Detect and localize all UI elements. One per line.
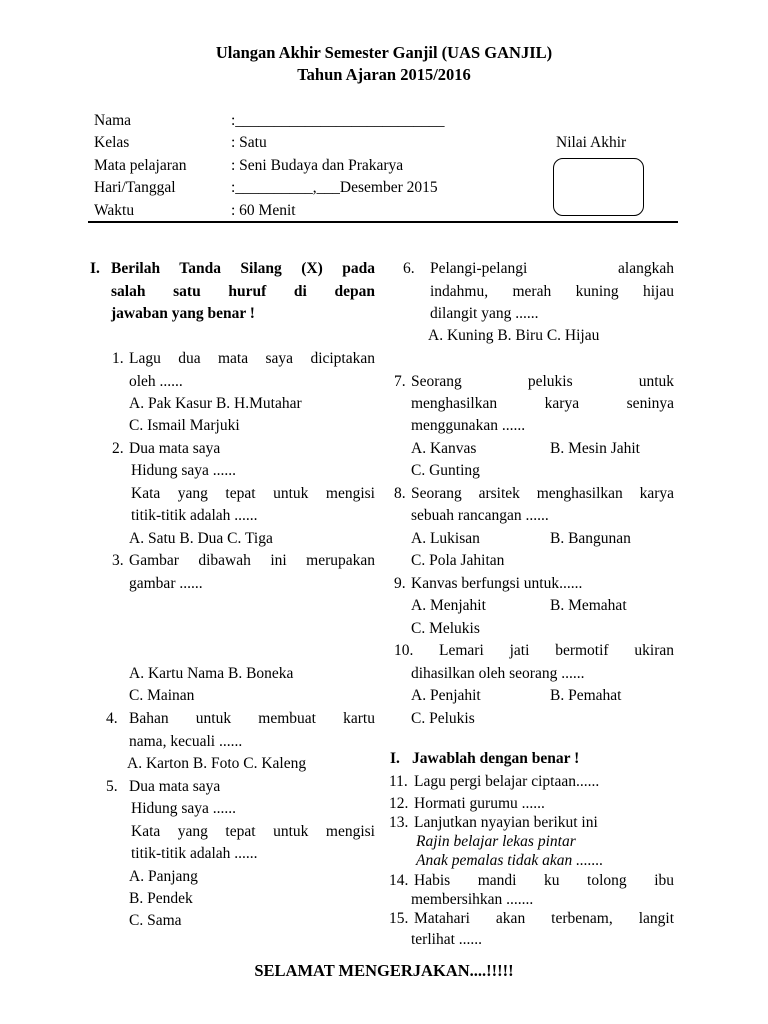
section1-instruction-line1: Berilah Tanda Silang (X) pada — [111, 260, 375, 277]
q1-options-ab[interactable]: A. Pak Kasur B. H.Mutahar — [129, 395, 302, 412]
q5-option-c[interactable]: C. Sama — [129, 912, 182, 929]
section1-instruction-line3: jawaban yang benar ! — [111, 305, 255, 322]
q7-text-line1: Seorang pelukis untuk — [411, 373, 674, 390]
q7-text-line3: menggunakan ...... — [411, 417, 526, 434]
q6-text-line3: dilangit yang ...... — [430, 305, 539, 322]
q3-option-c[interactable]: C. Mainan — [129, 687, 195, 704]
q9-option-c[interactable]: C. Melukis — [411, 620, 480, 637]
q10-option-b[interactable]: B. Pemahat — [550, 687, 622, 704]
q13-text: Lanjutkan nyayian berikut ini — [414, 814, 598, 831]
q4-text-line1: Bahan untuk membuat kartu — [129, 710, 375, 727]
q1-option-c[interactable]: C. Ismail Marjuki — [129, 417, 240, 434]
q8-option-a[interactable]: A. Lukisan — [411, 530, 480, 547]
q6-text-line1: Pelangi-pelangi alangkah — [430, 260, 674, 277]
q5-text-line4: titik-titik adalah ...... — [131, 845, 258, 862]
q13-lyric-line1: Rajin belajar lekas pintar — [416, 833, 576, 850]
q1-text-line2: oleh ...... — [129, 373, 183, 390]
field-value-nama: :___________________________ — [231, 112, 445, 129]
field-label-nama: Nama — [94, 112, 132, 129]
field-value-waktu: : 60 Menit — [231, 202, 296, 219]
q4-text-line2: nama, kecuali ...... — [129, 733, 243, 750]
q11-text: Lagu pergi belajar ciptaan...... — [414, 773, 600, 790]
field-label-kelas: Kelas — [94, 134, 130, 151]
q8-option-c[interactable]: C. Pola Jahitan — [411, 552, 505, 569]
q5-option-a[interactable]: A. Panjang — [129, 868, 198, 885]
q6-number: 6. — [403, 260, 415, 277]
q7-option-c[interactable]: C. Gunting — [411, 462, 480, 479]
q6-text-line2: indahmu, merah kuning hijau — [430, 283, 674, 300]
q5-number: 5. — [106, 778, 118, 795]
q10-option-a[interactable]: A. Penjahit — [411, 687, 481, 704]
q15-text-line1: Matahari akan terbenam, langit — [414, 910, 674, 927]
q2-text-line1: Dua mata saya — [129, 440, 221, 457]
q14-number: 14. — [389, 872, 409, 889]
q9-number: 9. — [394, 575, 406, 592]
q4-number: 4. — [106, 710, 118, 727]
q12-text: Hormati gurumu ...... — [414, 795, 545, 812]
q7-option-b[interactable]: B. Mesin Jahit — [550, 440, 640, 457]
score-label: Nilai Akhir — [556, 134, 627, 151]
section2-title: Jawablah dengan benar ! — [412, 750, 580, 767]
q11-number: 11. — [389, 773, 408, 790]
q9-text-line1: Kanvas berfungsi untuk...... — [411, 575, 583, 592]
q14-text-line2: membersihkan ....... — [411, 891, 534, 908]
q15-text-line2: terlihat ...... — [411, 931, 483, 948]
field-label-mapel: Mata pelajaran — [94, 157, 187, 174]
q8-text-line2: sebuah rancangan ...... — [411, 507, 549, 524]
q2-number: 2. — [112, 440, 124, 457]
q13-lyric-line2: Anak pemalas tidak akan ....... — [416, 852, 604, 869]
closing-message: SELAMAT MENGERJAKAN....!!!!! — [254, 961, 514, 980]
q10-option-c[interactable]: C. Pelukis — [411, 710, 475, 727]
q2-text-line3: Kata yang tepat untuk mengisi — [131, 485, 375, 502]
q1-text-line1: Lagu dua mata saya diciptakan — [129, 350, 375, 367]
q10-text-line1: Lemari jati bermotif ukiran — [439, 642, 674, 659]
q3-text-line1: Gambar dibawah ini merupakan — [129, 552, 375, 569]
field-label-waktu: Waktu — [94, 202, 135, 219]
q5-text-line2: Hidung saya ...... — [131, 800, 237, 817]
q7-number: 7. — [394, 373, 406, 390]
q8-option-b[interactable]: B. Bangunan — [550, 530, 631, 547]
q10-number: 10. — [394, 642, 414, 659]
q2-options[interactable]: A. Satu B. Dua C. Tiga — [129, 530, 273, 547]
q1-number: 1. — [112, 350, 124, 367]
q5-text-line1: Dua mata saya — [129, 778, 221, 795]
q5-option-b[interactable]: B. Pendek — [129, 890, 193, 907]
field-value-kelas: : Satu — [231, 134, 267, 151]
q15-number: 15. — [389, 910, 409, 927]
exam-title: Ulangan Akhir Semester Ganjil (UAS GANJIL) — [215, 43, 553, 62]
q12-number: 12. — [389, 795, 409, 812]
q7-text-line2: menghasilkan karya seninya — [411, 395, 674, 412]
section2-number: I. — [390, 750, 400, 767]
q5-text-line3: Kata yang tepat untuk mengisi — [131, 823, 375, 840]
header-divider — [88, 221, 678, 223]
academic-year: Tahun Ajaran 2015/2016 — [297, 65, 471, 84]
section1-instruction-line2: salah satu huruf di depan — [111, 283, 375, 300]
q8-number: 8. — [394, 485, 406, 502]
score-box[interactable] — [553, 158, 644, 216]
q3-options-ab[interactable]: A. Kartu Nama B. Boneka — [129, 665, 294, 682]
q4-options[interactable]: A. Karton B. Foto C. Kaleng — [127, 755, 307, 772]
q13-number: 13. — [389, 814, 409, 831]
q8-text-line1: Seorang arsitek menghasilkan karya — [411, 485, 674, 502]
q2-text-line2: Hidung saya ...... — [131, 462, 237, 479]
q2-text-line4: titik-titik adalah ...... — [131, 507, 258, 524]
q10-text-line2: dihasilkan oleh seorang ...... — [411, 665, 585, 682]
section1-number: I. — [90, 260, 100, 277]
q7-option-a[interactable]: A. Kanvas — [411, 440, 477, 457]
q14-text-line1: Habis mandi ku tolong ibu — [414, 872, 674, 889]
field-value-mapel: : Seni Budaya dan Prakarya — [231, 157, 404, 174]
q9-option-b[interactable]: B. Memahat — [550, 597, 627, 614]
field-label-tanggal: Hari/Tanggal — [94, 179, 176, 196]
q3-number: 3. — [112, 552, 124, 569]
q3-text-line2: gambar ...... — [129, 575, 203, 592]
q6-options[interactable]: A. Kuning B. Biru C. Hijau — [428, 327, 600, 344]
field-value-tanggal: :__________,___Desember 2015 — [231, 179, 438, 196]
q9-option-a[interactable]: A. Menjahit — [411, 597, 486, 614]
